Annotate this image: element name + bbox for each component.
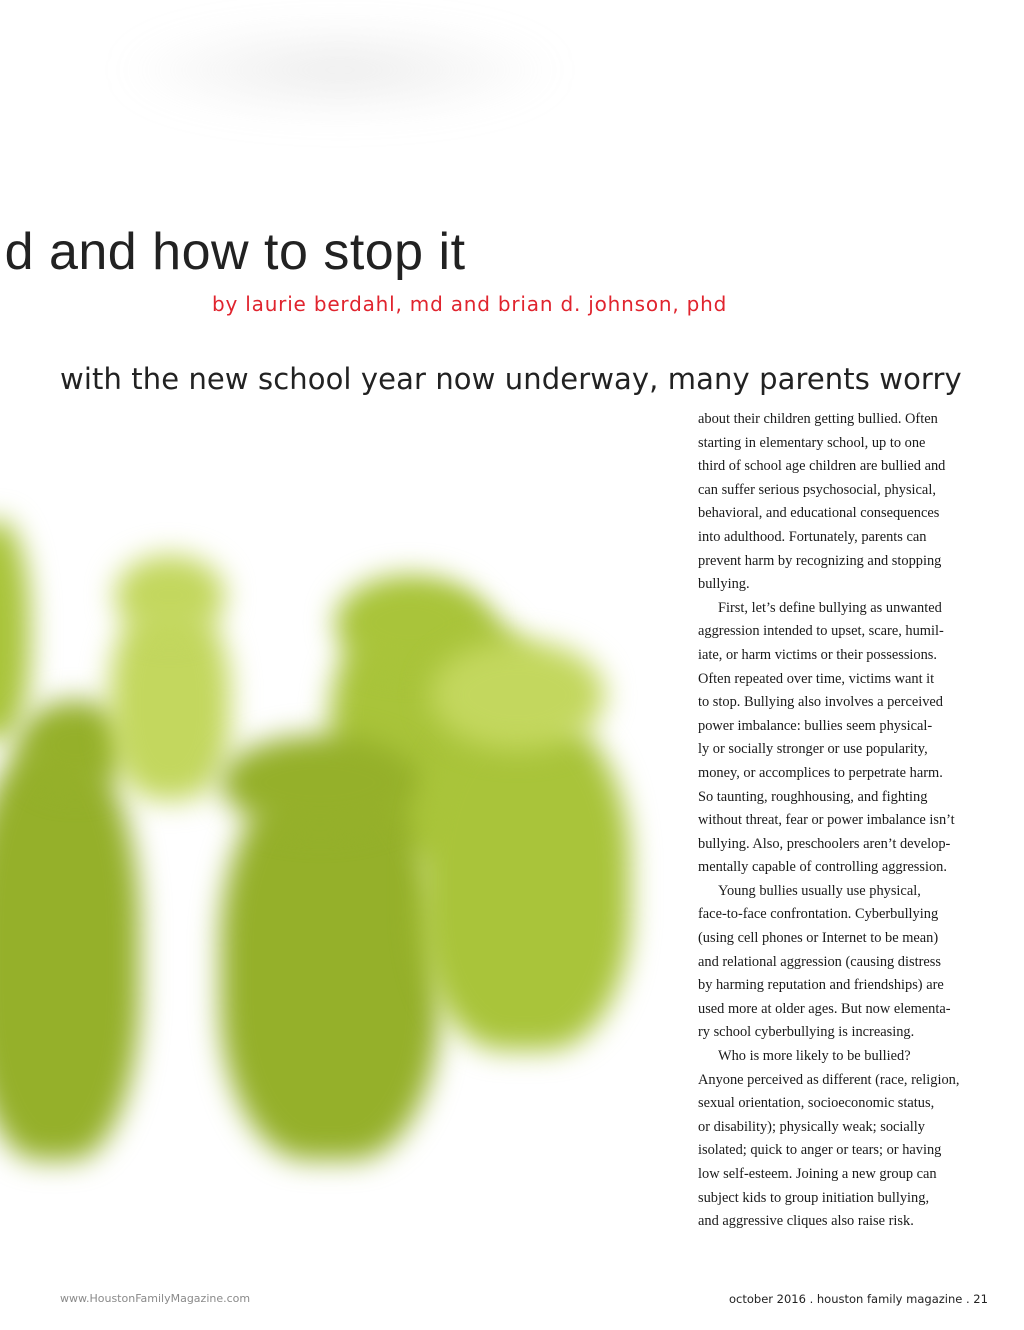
gummy-bear-back-middle-head xyxy=(115,555,225,635)
headline xyxy=(0,222,466,282)
body-line: or disability); physically weak; socially xyxy=(698,1118,926,1135)
body-line: behavioral, and educational consequences xyxy=(698,505,940,522)
body-line: about their children getting bullied. Often xyxy=(698,411,938,427)
lead-sentence: with the new school year now underway, many parents worry xyxy=(60,362,962,396)
body-line: bullying. xyxy=(698,576,750,593)
body-line: Young bullies usually use physical, xyxy=(718,882,921,899)
body-line: prevent harm by recognizing and stopping xyxy=(698,552,942,569)
body-line: aggression intended to upset, scare, humil- xyxy=(698,623,944,640)
body-line: face-to-face confrontation. Cyberbullying xyxy=(698,906,939,923)
footer-website: www.HoustonFamilyMagazine.com xyxy=(60,1292,251,1305)
body-line: Often repeated over time, victims want it xyxy=(698,670,935,687)
gummy-bear-front-middle-head xyxy=(220,735,420,830)
body-line: (using cell phones or Internet to be mean) xyxy=(698,930,939,947)
body-line: by harming reputation and friendships) are xyxy=(698,977,944,994)
body-line: and relational aggression (causing distress xyxy=(698,953,941,970)
footer-issue: october 2016 . houston family magazine . 21 xyxy=(729,1292,988,1306)
body-line: iate, or harm victims or their possessions. xyxy=(698,646,938,663)
body-line: ry school cyberbullying is increasing. xyxy=(698,1024,915,1041)
body-line: can suffer serious psychosocial, physical, xyxy=(698,481,936,498)
body-line: without threat, fear or power imbalance isn’t xyxy=(698,812,955,829)
body-line: into adulthood. Fortunately, parents can xyxy=(698,528,927,545)
body-line: sexual orientation, socioeconomic status, xyxy=(698,1095,935,1112)
gummy-bear-front-right xyxy=(420,710,630,1050)
body-line: third of school age children are bullied and xyxy=(698,458,946,475)
body-line: starting in elementary school, up to one xyxy=(698,434,926,451)
body-line: money, or accomplices to perpetrate harm. xyxy=(698,764,943,781)
body-line: So taunting, roughhousing, and fighting xyxy=(698,788,928,805)
body-line: Who is more likely to be bullied? xyxy=(718,1048,911,1065)
body-line: power imbalance: bullies seem physical- xyxy=(698,717,933,734)
body-line: low self-esteem. Joining a new group can xyxy=(698,1166,937,1182)
headline-text: and how to stop it xyxy=(48,223,466,281)
body-line: and aggressive cliques also raise risk. xyxy=(698,1213,914,1230)
top-blur-shadow xyxy=(0,0,700,170)
headline-cut-letter: d xyxy=(4,223,34,281)
body-line: bullying. Also, preschoolers aren’t develop- xyxy=(698,835,951,852)
body-line: mentally capable of controlling aggression. xyxy=(698,859,947,876)
body-line: to stop. Bullying also involves a perceived xyxy=(698,694,943,711)
byline: by laurie berdahl, md and brian d. johnson, phd xyxy=(212,292,728,316)
gummy-bear-front-right-head xyxy=(430,640,605,750)
body-line: Anyone perceived as different (race, religion, xyxy=(698,1071,960,1088)
body-line: ly or socially stronger or use popularity, xyxy=(698,741,928,758)
gummy-bear-left-edge xyxy=(0,520,30,740)
body-line: subject kids to group initiation bullying, xyxy=(698,1189,930,1206)
body-line: First, let’s define bullying as unwanted xyxy=(718,599,942,616)
gummy-bear-front-left xyxy=(0,740,140,1160)
body-line: isolated; quick to anger or tears; or having xyxy=(698,1142,942,1159)
body-line: used more at older ages. But now elementa- xyxy=(698,1000,951,1017)
article-body xyxy=(698,408,966,1234)
